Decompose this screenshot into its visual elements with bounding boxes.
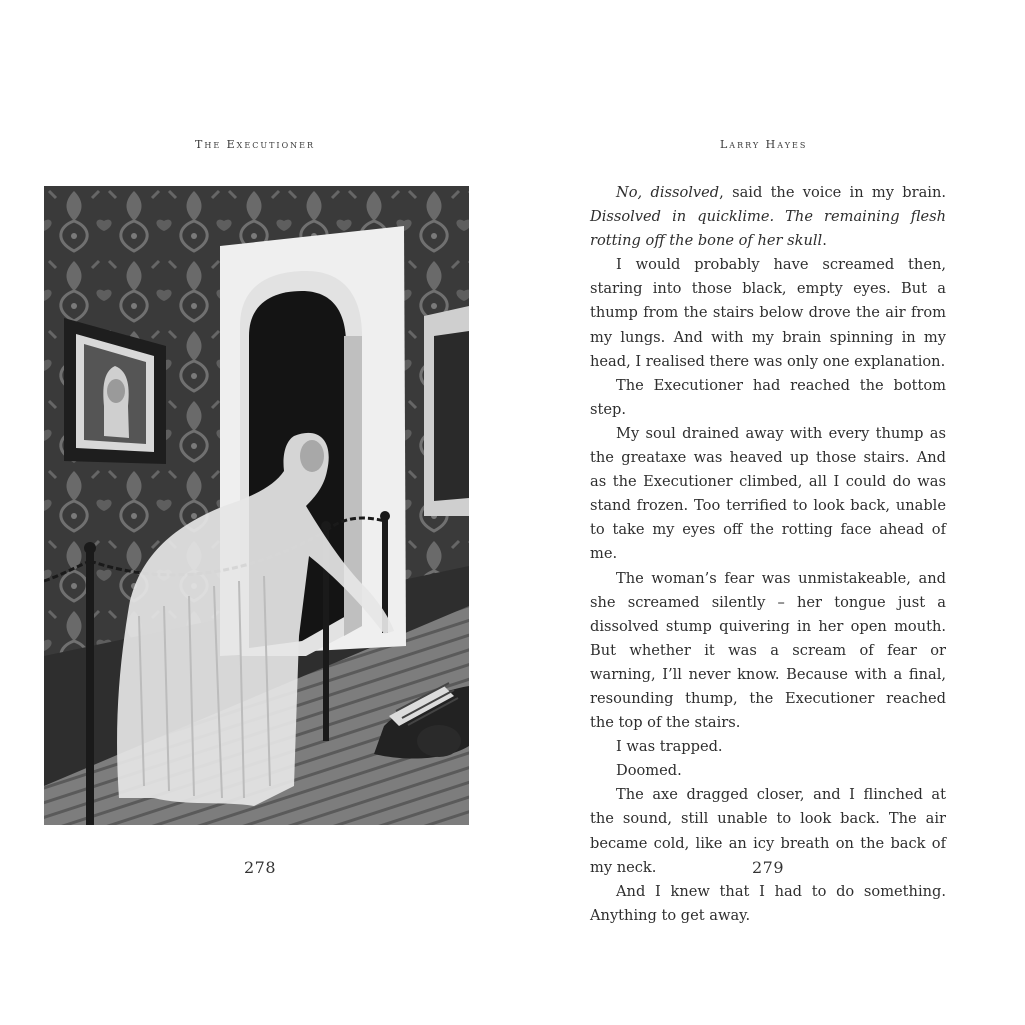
text-run: . [822, 232, 827, 250]
right-frame [424, 306, 469, 516]
paragraph [590, 735, 946, 759]
body-text [590, 181, 946, 928]
page-number-left: 278 [243, 858, 277, 877]
page-number-right: 279 [751, 858, 785, 877]
paragraph [590, 759, 946, 783]
running-head-right: Larry Hayes [720, 138, 808, 151]
text-run: Doomed. [616, 762, 682, 780]
ghost-illustration [44, 186, 469, 825]
paragraph [590, 374, 946, 422]
text-run: , said the voice in my brain. [719, 184, 946, 201]
text-run: And I knew that I had to do something. Anything to get away. [590, 882, 946, 924]
paragraph [590, 880, 946, 928]
paragraph [590, 253, 946, 373]
text-run: The axe dragged closer, and I flinched at the sound, still unable to look back. The air became cold, like an icy breath on the back of my neck. [590, 786, 946, 876]
text-run: I was trapped. [616, 738, 723, 756]
paragraph [590, 567, 946, 736]
italic-text: Dissolved in quicklime. The remaining flesh rotting off the bone of her skull [590, 208, 946, 250]
italic-text: No, dissolved [616, 184, 720, 201]
paragraph [590, 422, 946, 567]
text-run: I would probably have screamed then, staring into those black, empty eyes. But a thump from the stairs below drove the air from my lungs. And with my brain spinning in my head, I realised there was only one explanation. [590, 256, 946, 370]
running-head-left: The Executioner [195, 138, 315, 151]
paragraph [590, 181, 946, 253]
text-run: My soul drained away with every thump as the greataxe was heaved up those stairs. And as the Executioner climbed, all I could do was stand frozen. Too terrified to look back, unable to take my eyes off the rotting face ahead of me. [590, 424, 946, 563]
text-run: The Executioner had reached the bottom step. [590, 376, 946, 418]
illustration-drawing [44, 186, 469, 825]
text-run: The woman’s fear was unmistakeable, and she screamed silently – her tongue just a dissolved stump quivering in her open mouth. But whether it was a scream of fear or warning, I’ll never know. Because with a final, resounding thump, the Executioner reached the top of the stairs. [590, 569, 946, 732]
